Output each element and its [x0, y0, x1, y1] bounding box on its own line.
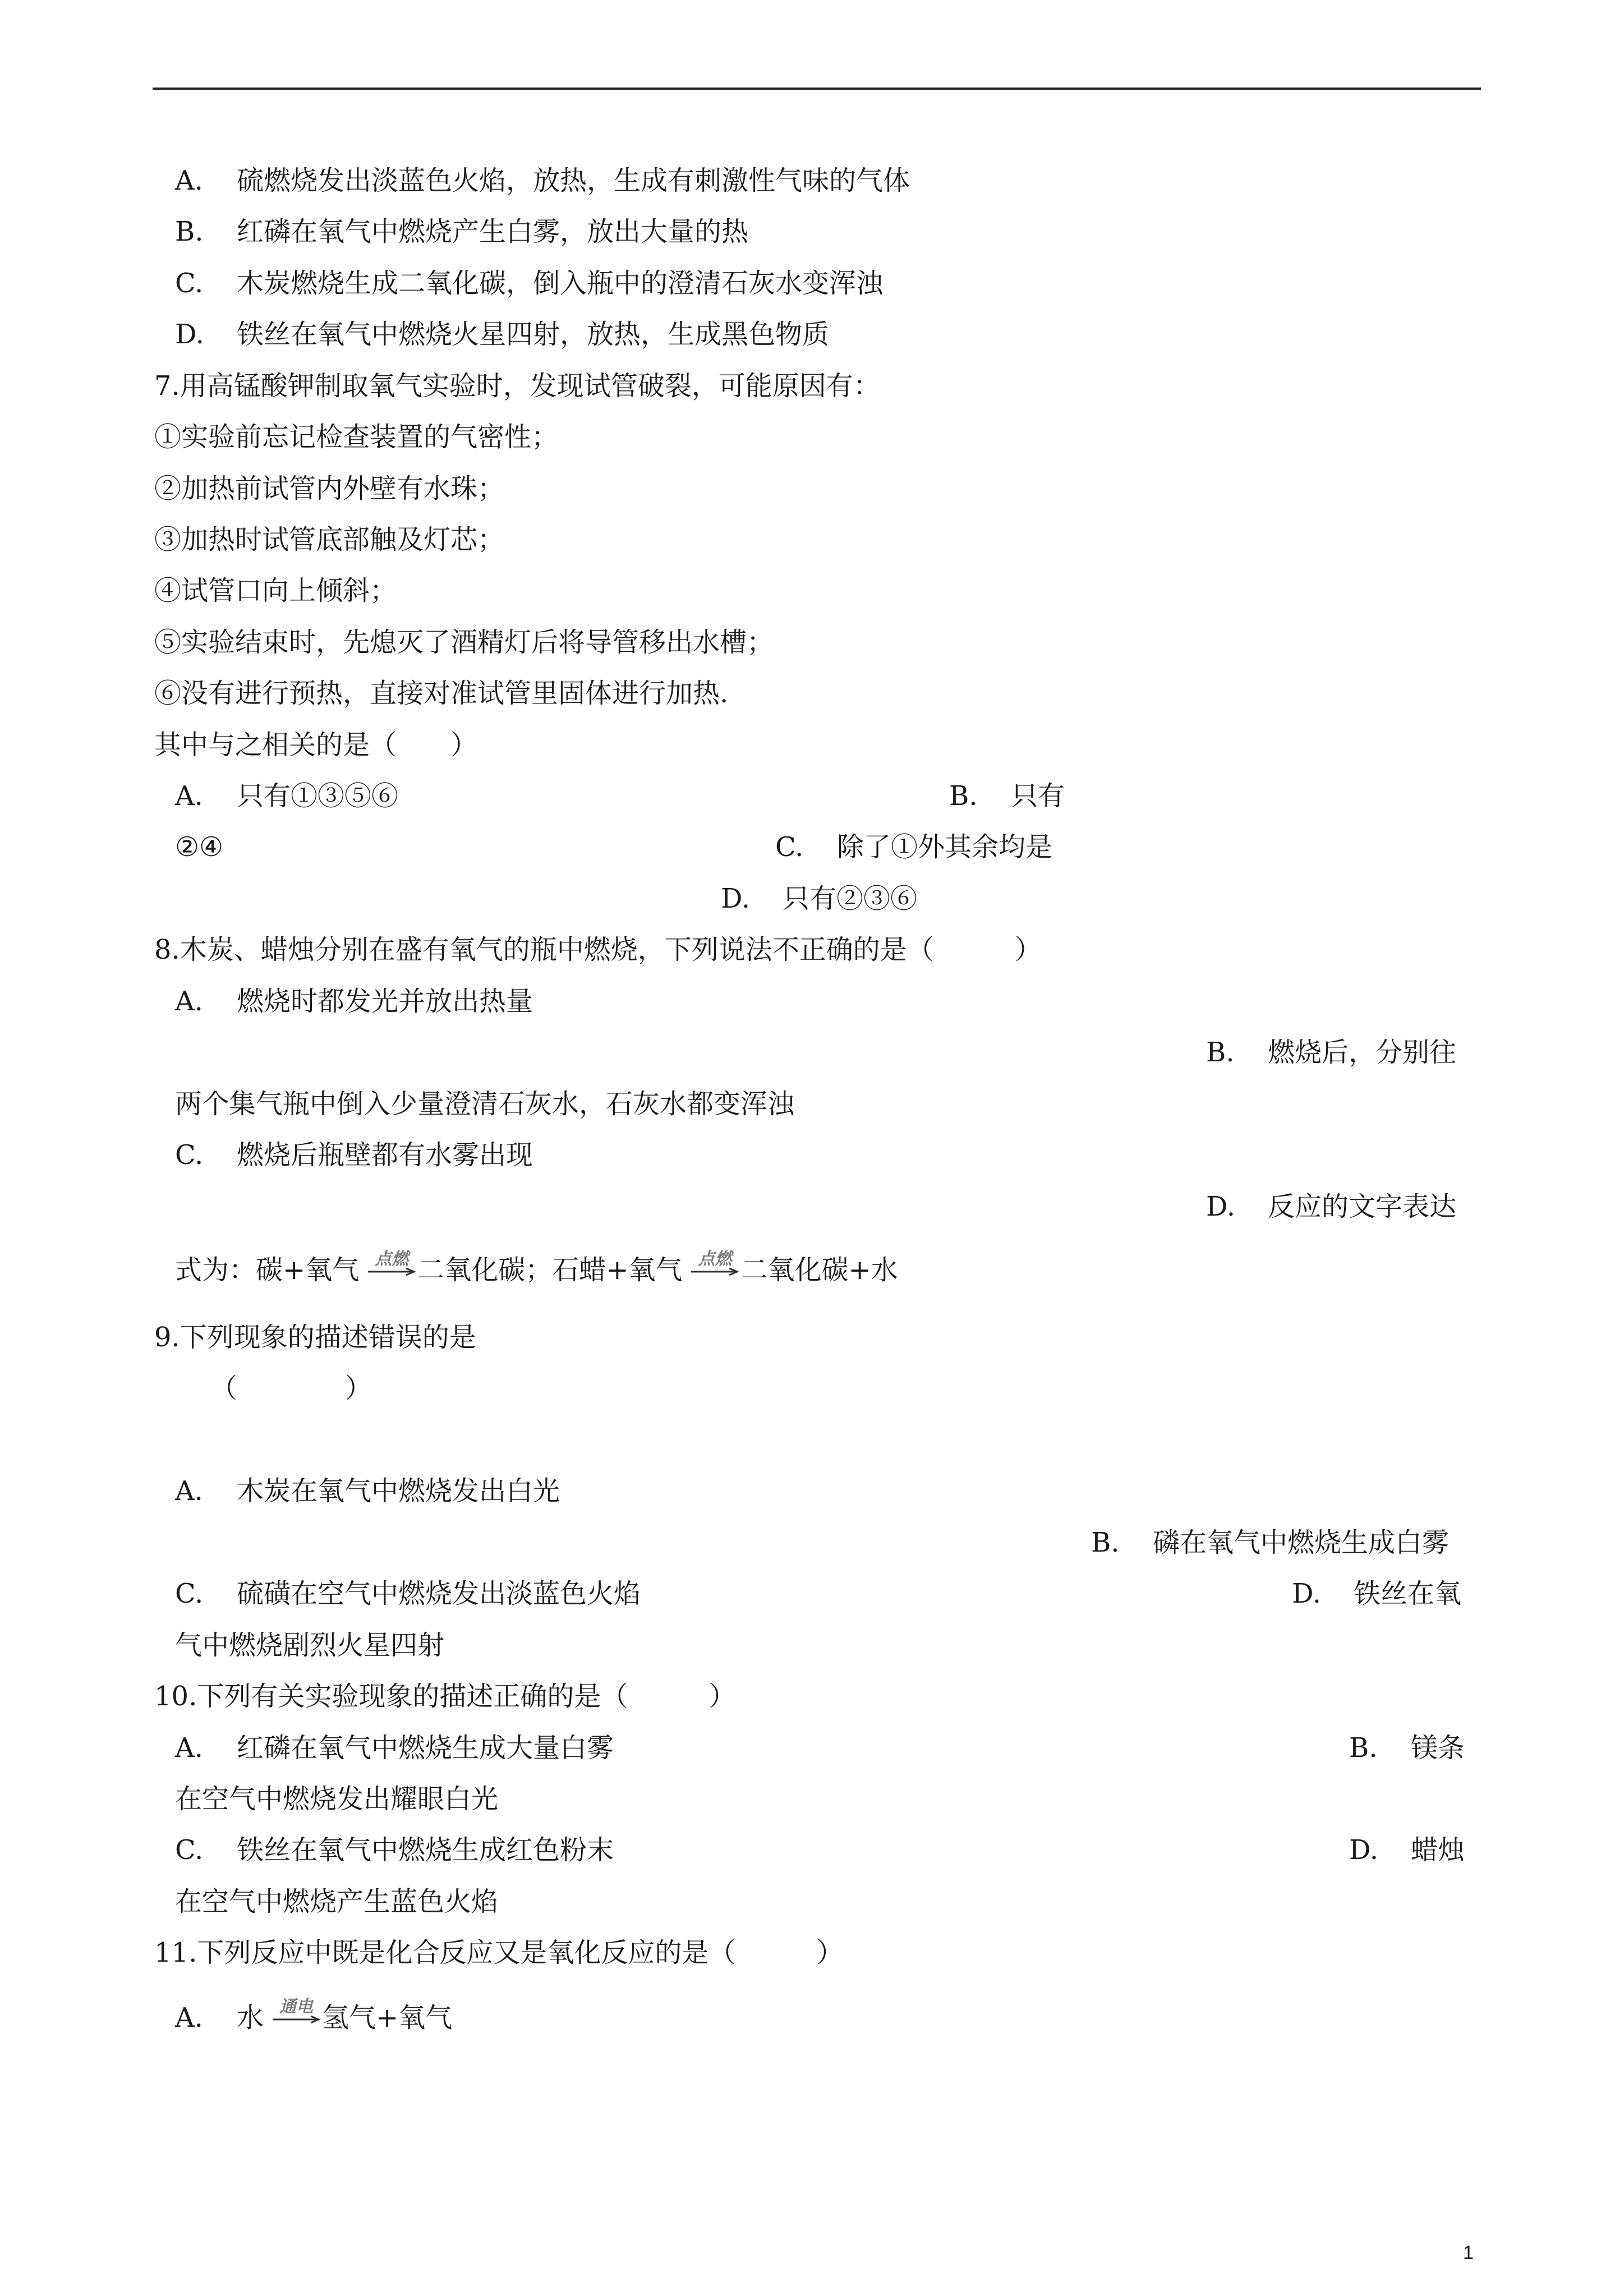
- page-number: 1: [1463, 2242, 1474, 2263]
- option-text: 只有: [1011, 780, 1065, 812]
- q7-reason: ①实验前忘记检查装置的气密性；: [154, 421, 559, 453]
- q6-option-c[interactable]: [175, 266, 883, 300]
- q8-option-d[interactable]: [1206, 1190, 1456, 1223]
- option-label: C.: [175, 1834, 204, 1866]
- option-label: D.: [1292, 1578, 1322, 1609]
- q8-option-b[interactable]: [1206, 1036, 1456, 1069]
- reaction-arrow-icon: [272, 1997, 321, 2035]
- option-text: 只有①③⑤⑥: [237, 780, 399, 812]
- option-label: D.: [1206, 1191, 1236, 1222]
- q9-option-a[interactable]: [175, 1474, 560, 1508]
- q9-answer-paren: （ ）: [210, 1373, 372, 1404]
- q7-reason: ⑥没有进行预热，直接对准试管里固体进行加热.: [154, 678, 729, 709]
- q10-option-b[interactable]: [1349, 1731, 1465, 1765]
- option-label: D.: [175, 319, 205, 350]
- option-text: 燃烧时都发光并放出热量: [237, 986, 533, 1017]
- arrow-condition: 通电: [279, 1997, 314, 2017]
- q7-reason: ④试管口向上倾斜；: [154, 575, 397, 606]
- option-label: B.: [175, 216, 204, 247]
- q9-option-b[interactable]: [1091, 1526, 1449, 1559]
- option-label: B.: [949, 780, 978, 812]
- q11-stem: 11.下列反应中既是化合反应又是氧化反应的是（ ）: [154, 1937, 844, 1968]
- option-text: 木炭在氧气中燃烧发出白光: [237, 1475, 560, 1507]
- option-text: 铁丝在氧气中燃烧生成红色粉末: [237, 1834, 614, 1866]
- q11-option-a[interactable]: [175, 1997, 453, 2035]
- q10-option-c[interactable]: [175, 1833, 614, 1867]
- reaction-arrow-icon: [690, 1249, 739, 1287]
- option-label: A.: [175, 986, 203, 1017]
- q10-option-b-continued: 在空气中燃烧发出耀眼白光: [175, 1783, 499, 1815]
- option-label: C.: [175, 1139, 204, 1171]
- option-text: 只有②③⑥: [783, 883, 918, 914]
- equation-text: 式为：碳+氧气: [175, 1254, 360, 1286]
- option-text: 燃烧后瓶壁都有水雾出现: [237, 1139, 533, 1171]
- option-label: B.: [1206, 1037, 1235, 1068]
- option-text: 铁丝在氧: [1354, 1578, 1462, 1609]
- option-label: C.: [175, 1578, 204, 1609]
- q7-option-b-continued: ②④: [175, 831, 224, 863]
- q7-question: 其中与之相关的是（ ）: [154, 729, 478, 761]
- q7-option-a[interactable]: [175, 779, 398, 813]
- q8-option-c[interactable]: [175, 1138, 533, 1172]
- q8-option-b-continued: 两个集气瓶中倒入少量澄清石灰水，石灰水都变浑浊: [175, 1088, 795, 1120]
- option-text: 镁条: [1411, 1732, 1465, 1764]
- option-label: A.: [175, 780, 203, 812]
- q8-option-a[interactable]: [175, 984, 533, 1018]
- reaction-arrow-icon: [367, 1249, 416, 1287]
- option-text: 硫燃烧发出淡蓝色火焰，放热，生成有刺激性气味的气体: [237, 165, 910, 196]
- equation-text: 二氧化碳+水: [740, 1254, 898, 1286]
- q8-stem: 8.木炭、蜡烛分别在盛有氧气的瓶中燃烧，下列说法不正确的是（ ）: [154, 934, 1042, 965]
- arrow-condition: 点燃: [698, 1249, 732, 1269]
- option-text: 反应的文字表达: [1268, 1191, 1457, 1222]
- option-label: D.: [721, 883, 751, 914]
- q6-option-a[interactable]: [175, 164, 910, 197]
- q10-stem: 10.下列有关实验现象的描述正确的是（ ）: [154, 1681, 736, 1712]
- q9-option-d[interactable]: [1292, 1577, 1461, 1611]
- option-text: 铁丝在氧气中燃烧火星四射，放热，生成黑色物质: [237, 319, 830, 350]
- option-text: 红磷在氧气中燃烧生成大量白雾: [237, 1732, 614, 1764]
- option-label: A.: [175, 1732, 203, 1764]
- option-text: 硫磺在空气中燃烧发出淡蓝色火焰: [237, 1578, 641, 1609]
- option-label: A.: [175, 165, 203, 196]
- option-label: A.: [175, 1475, 203, 1507]
- option-text: 蜡烛: [1411, 1834, 1465, 1866]
- option-text: 红磷在氧气中燃烧产生白雾，放出大量的热: [237, 216, 749, 247]
- q7-stem: 7.用高锰酸钾制取氧气实验时，发现试管破裂，可能原因有：: [154, 370, 880, 402]
- option-text: 磷在氧气中燃烧生成白雾: [1153, 1527, 1450, 1558]
- option-text: 氢气+氧气: [322, 2002, 453, 2033]
- equation-text: 二氧化碳；石蜡+氧气: [417, 1254, 683, 1286]
- q9-option-c[interactable]: [175, 1577, 641, 1611]
- option-text: 燃烧后，分别往: [1268, 1037, 1457, 1068]
- q9-stem: 9.下列现象的描述错误的是: [154, 1322, 476, 1353]
- option-label: C.: [775, 831, 804, 863]
- q6-option-d[interactable]: [175, 318, 829, 351]
- q7-reason: ③加热时试管底部触及灯芯；: [154, 524, 505, 555]
- q7-option-b[interactable]: [949, 779, 1065, 813]
- q10-option-a[interactable]: [175, 1731, 614, 1765]
- option-text: 水: [237, 2002, 264, 2033]
- q9-option-d-continued: 气中燃烧剧烈火星四射: [175, 1630, 445, 1661]
- q7-option-c[interactable]: [775, 830, 1052, 864]
- q10-option-d[interactable]: [1349, 1833, 1465, 1867]
- option-text: 木炭燃烧生成二氧化碳，倒入瓶中的澄清石灰水变浑浊: [237, 268, 884, 299]
- q10-option-d-continued: 在空气中燃烧产生蓝色火焰: [175, 1886, 499, 1917]
- option-text: 除了①外其余均是: [837, 831, 1053, 863]
- q8-option-d-equation: [175, 1249, 898, 1287]
- option-label: C.: [175, 268, 204, 299]
- option-label: B.: [1349, 1732, 1378, 1764]
- q6-option-b[interactable]: [175, 215, 748, 249]
- option-label: B.: [1091, 1527, 1120, 1558]
- option-label: A.: [175, 2002, 203, 2033]
- header-rule: [153, 88, 1481, 90]
- option-label: D.: [1349, 1834, 1379, 1866]
- q7-reason: ⑤实验结束时，先熄灭了酒精灯后将导管移出水槽；: [154, 627, 774, 658]
- arrow-condition: 点燃: [375, 1249, 409, 1269]
- q7-reason: ②加热前试管内外壁有水珠；: [154, 473, 505, 504]
- q7-option-d[interactable]: [721, 882, 917, 915]
